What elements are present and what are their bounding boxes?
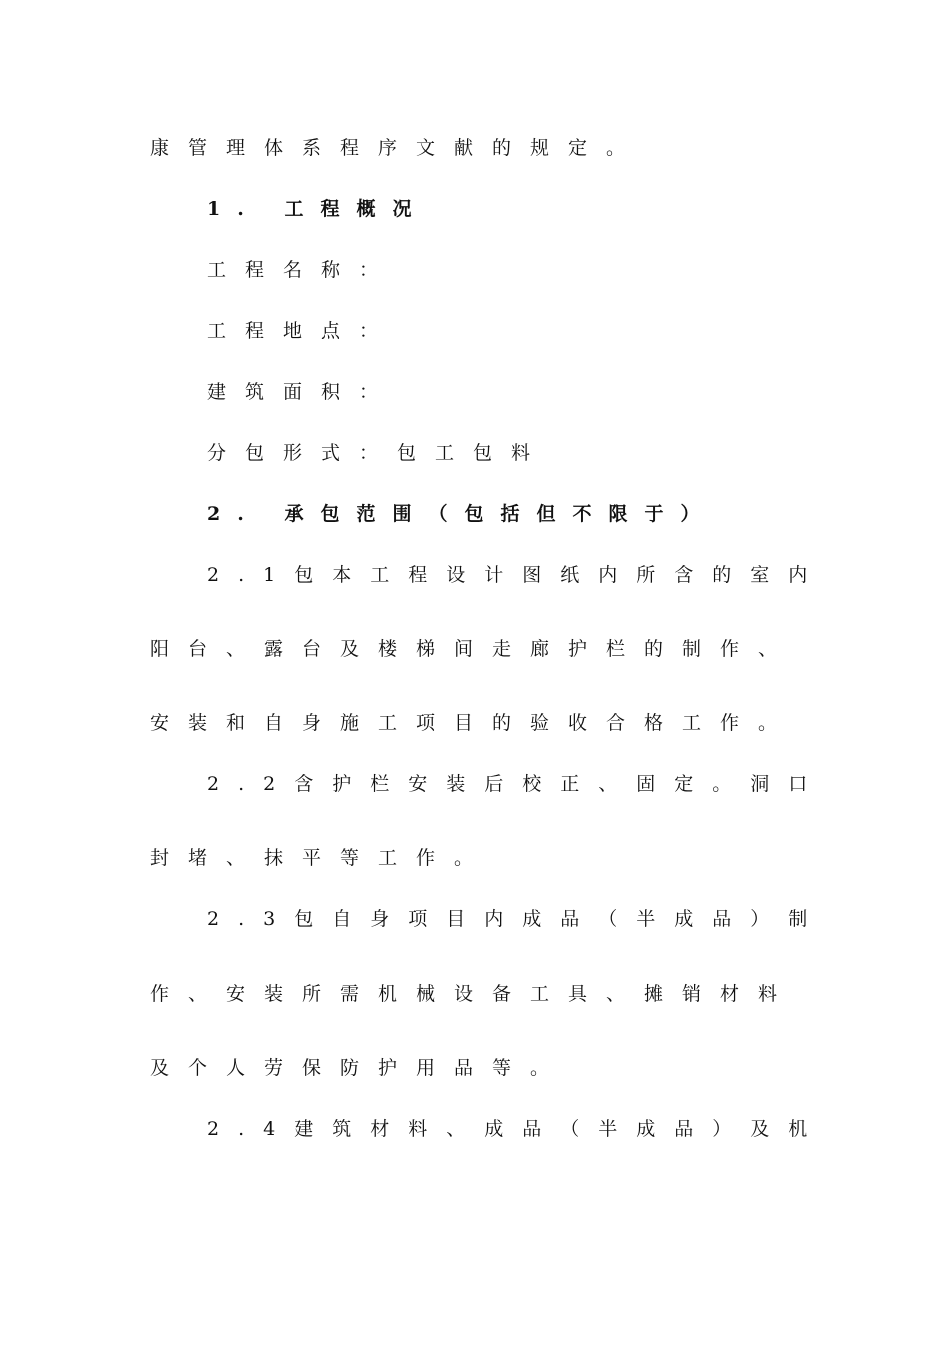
field-label: 工程名称： — [207, 259, 398, 281]
text-line: 2.4建筑材料、成品（半成品）及机 — [207, 1118, 827, 1140]
field-label: 分包形式：包工包料 — [207, 442, 550, 464]
text-line: 阳台、露台及楼梯间走廊护栏的制作、 — [150, 638, 797, 660]
text-line: 及个人劳保防护用品等。 — [150, 1057, 569, 1079]
field-label: 工程地点： — [207, 320, 398, 342]
text-line: 安装和自身施工项目的验收合格工作。 — [150, 712, 797, 734]
section-heading: 1. 工程概况 — [207, 198, 429, 220]
text-line: 作、安装所需机械设备工具、摊销材料 — [150, 983, 797, 1005]
text-line: 2.3包自身项目内成品（半成品）制 — [207, 908, 827, 930]
text-line: 2.1包本工程设计图纸内所含的室内 — [207, 564, 827, 586]
section-heading: 2. 承包范围（包括但不限于） — [207, 503, 717, 525]
text-line: 康管理体系程序文献的规定。 — [150, 137, 645, 159]
field-label: 建筑面积： — [207, 381, 398, 403]
text-line: 2.2含护栏安装后校正、固定。洞口 — [207, 773, 827, 795]
text-line: 封堵、抹平等工作。 — [150, 847, 493, 869]
